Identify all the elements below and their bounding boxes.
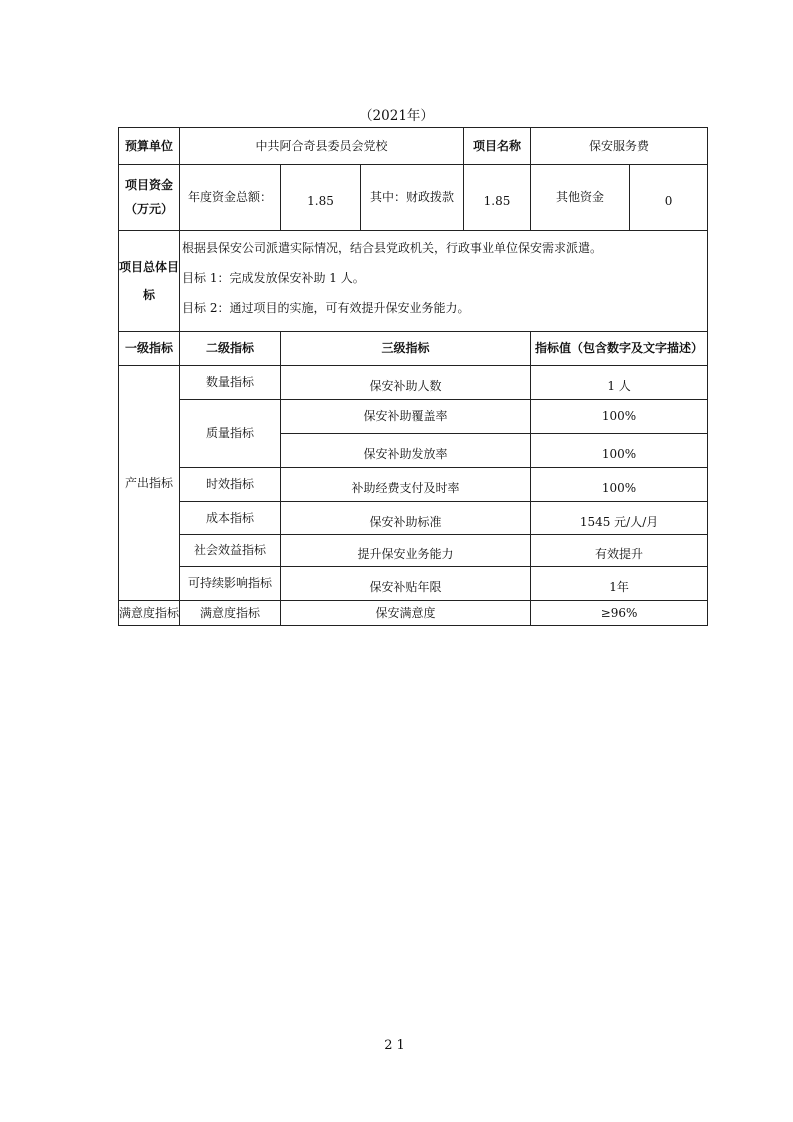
goals-label [119, 231, 180, 332]
project-name-label: 项目名称 [464, 128, 531, 165]
level2-cell: 数量指标 [180, 366, 281, 400]
funds-label [119, 165, 180, 231]
project-name-value: 保安服务费 [531, 128, 708, 165]
header-value: 指标值（包含数字及文字描述） [531, 332, 708, 366]
level2-cell: 可持续影响指标 [180, 567, 281, 601]
row-goals [119, 231, 708, 332]
level3-cell: 保安补助标准 [281, 502, 531, 535]
satisfaction-level2: 满意度指标 [180, 601, 281, 626]
header-level2: 二级指标 [180, 332, 281, 366]
row-satisfaction [119, 601, 708, 626]
goals-label-line1: 项目总体目 [119, 259, 180, 274]
funds-label-line2: （万元） [124, 202, 173, 216]
satisfaction-value: ≥96% [531, 601, 708, 626]
value-cell: 1年 [531, 567, 708, 601]
goals-text [180, 231, 708, 332]
level3-cell: 提升保安业务能力 [281, 535, 531, 567]
row-funds [119, 165, 708, 231]
goal-line: 根据县保安公司派遣实际情况，结合县党政机关，行政事业单位保安需求派遣。 [182, 241, 603, 255]
level3-cell: 补助经费支付及时率 [281, 468, 531, 502]
page-number: 21 [384, 1038, 409, 1053]
goals-label-line2: 标 [142, 287, 155, 302]
header-level1: 一级指标 [119, 332, 180, 366]
row-indicator-headers [119, 332, 708, 366]
table-row [119, 468, 708, 502]
performance-target-table [118, 127, 708, 626]
total-funds-label: 年度资金总额： [180, 165, 281, 231]
value-cell: 1 人 [531, 366, 708, 400]
table-row [119, 502, 708, 535]
goal-line: 目标 1：完成发放保安补助 1 人。 [182, 271, 365, 285]
level2-cell: 质量指标 [180, 400, 281, 468]
value-cell: 100% [531, 468, 708, 502]
level3-cell: 保安补助人数 [281, 366, 531, 400]
satisfaction-level1: 满意度指标 [119, 601, 180, 626]
budget-unit-label: 预算单位 [119, 128, 180, 165]
total-funds-value: 1.85 [281, 165, 361, 231]
fiscal-funds-label: 其中：财政拨款 [361, 165, 464, 231]
row-basic-info [119, 128, 708, 165]
header-level3: 三级指标 [281, 332, 531, 366]
level2-cell: 社会效益指标 [180, 535, 281, 567]
table-row [119, 535, 708, 567]
satisfaction-level3: 保安满意度 [281, 601, 531, 626]
value-cell: 有效提升 [531, 535, 708, 567]
level3-cell: 保安补助发放率 [281, 434, 531, 468]
value-cell: 100% [531, 434, 708, 468]
other-funds-value: 0 [630, 165, 708, 231]
level2-cell: 成本指标 [180, 502, 281, 535]
level3-cell: 保安补助覆盖率 [281, 400, 531, 434]
other-funds-label: 其他资金 [531, 165, 630, 231]
level2-cell: 时效指标 [180, 468, 281, 502]
value-cell: 100% [531, 400, 708, 434]
table-row [119, 567, 708, 601]
table-row [119, 400, 708, 434]
budget-unit-value: 中共阿合奇县委员会党校 [180, 128, 464, 165]
level3-cell: 保安补贴年限 [281, 567, 531, 601]
goal-line: 目标 2：通过项目的实施，可有效提升保安业务能力。 [182, 301, 470, 315]
year-heading: （2021年） [359, 108, 434, 124]
fiscal-funds-value: 1.85 [464, 165, 531, 231]
output-indicator-label: 产出指标 [119, 366, 180, 601]
funds-label-line1: 项目资金 [124, 178, 173, 192]
table-row [119, 366, 708, 400]
value-cell: 1545 元/人/月 [531, 502, 708, 535]
